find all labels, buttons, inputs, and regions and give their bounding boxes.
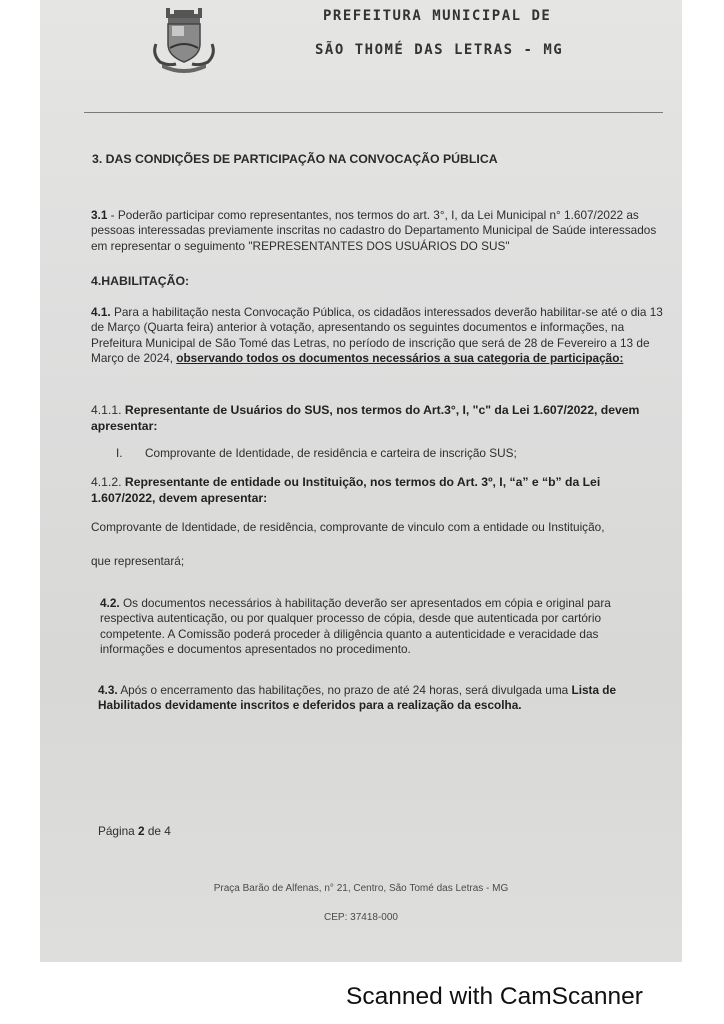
comprovante-line: Comprovante de Identidade, de residência, comprovante de vinculo com a entidade ou Instituição, [91, 520, 605, 534]
paragraph-3-1 [91, 208, 666, 254]
page-number-current: 2 [138, 824, 145, 838]
representara-line: que representará; [91, 554, 185, 568]
paragraph-4-1-1-text: Representante de Usuários do SUS, nos termos do Art.3°, I, "c" da Lei 1.607/2022, devem apresentar: [91, 403, 640, 433]
footer-cep: CEP: 37418-000 [324, 912, 398, 923]
paragraph-3-1-text: - Poderão participar como representantes, nos termos do art. 3°, I, da Lei Municipal n° 1.607/2022 as pessoas interessadas previamente inscritas no cadastro do Departamento Municipal de Saúde interessados em representar o seguimento "REPRESENTANTES DOS USUÁRIOS DO SUS" [91, 208, 657, 253]
paragraph-4-1-1-number: 4.1.1. [91, 403, 122, 417]
page-number-total: 4 [164, 824, 171, 838]
section3-title: 3. DAS CONDIÇÕES DE PARTICIPAÇÃO NA CONVOCAÇÃO PÚBLICA [92, 152, 498, 166]
paragraph-4-2-number: 4.2. [100, 596, 120, 610]
header-title-line1: PREFEITURA MUNICIPAL DE [323, 8, 552, 24]
paragraph-4-1-text: Para a habilitação nesta Convocação Pública, os cidadãos interessados deverão habilitar-se até o dia 13 de Março (Quarta feira) anterior à votação, apresentando os seguintes documentos e informações, na Prefeitura Municipal de São Tomé das Letras, no período de inscrição que será de 28 de Fevereiro a 13 de Março de 2024, [91, 305, 663, 366]
paragraph-4-1-number: 4.1. [91, 305, 111, 319]
list-item-text: Comprovante de Identidade, de residência e carteira de inscrição SUS; [145, 446, 517, 460]
paragraph-4-1 [91, 305, 666, 367]
paragraph-4-1-1 [91, 402, 666, 434]
paragraph-4-3 [98, 683, 663, 714]
list-item [116, 446, 517, 460]
paragraph-4-1-2-text: Representante de entidade ou Instituição, nos termos do Art. 3º, I, “a” e “b” da Lei 1.607/2022, devem apresentar: [91, 475, 601, 505]
paragraph-4-3-text: Após o encerramento das habilitações, no prazo de até 24 horas, será divulgada uma [117, 683, 572, 697]
paragraph-4-3-emphasis: Lista de Habilitados devidamente inscritos e deferidos para a realização da escolha. [98, 683, 617, 713]
footer-address: Praça Barão de Alfenas, n° 21, Centro, São Tomé das Letras - MG [213, 883, 509, 894]
paragraph-4-1-2-number: 4.1.2. [91, 475, 122, 489]
scanned-page [40, 0, 682, 962]
paragraph-4-1-emphasis: observando todos os documentos necessários a sua categoria de participação: [176, 351, 624, 366]
paragraph-4-2-text: Os documentos necessários à habilitação deverão ser apresentados em cópia e original para respectiva autenticação, ou por qualquer processo de cópia, desde que autenticada por cartório competente. A Comissão poderá proceder à diligência quanto a autenticidade e veracidade das informações e documentos apresentados no procedimento. [100, 596, 611, 657]
page-number [98, 824, 171, 839]
section4-title: 4.HABILITAÇÃO: [91, 274, 190, 288]
paragraph-3-1-number: 3.1 [91, 208, 108, 222]
paragraph-4-1-2 [91, 474, 666, 506]
coat-of-arms-icon [148, 4, 220, 76]
header-title-line2: SÃO THOMÉ DAS LETRAS - MG [315, 42, 564, 58]
paragraph-4-2 [100, 596, 655, 658]
page-number-middle: de [144, 824, 165, 838]
page-number-prefix: Página [98, 824, 139, 838]
paragraph-4-3-number: 4.3. [98, 683, 118, 697]
header-divider [84, 112, 663, 113]
camscanner-watermark: Scanned with CamScanner [346, 983, 643, 1010]
list-item-number: I. [116, 446, 123, 460]
